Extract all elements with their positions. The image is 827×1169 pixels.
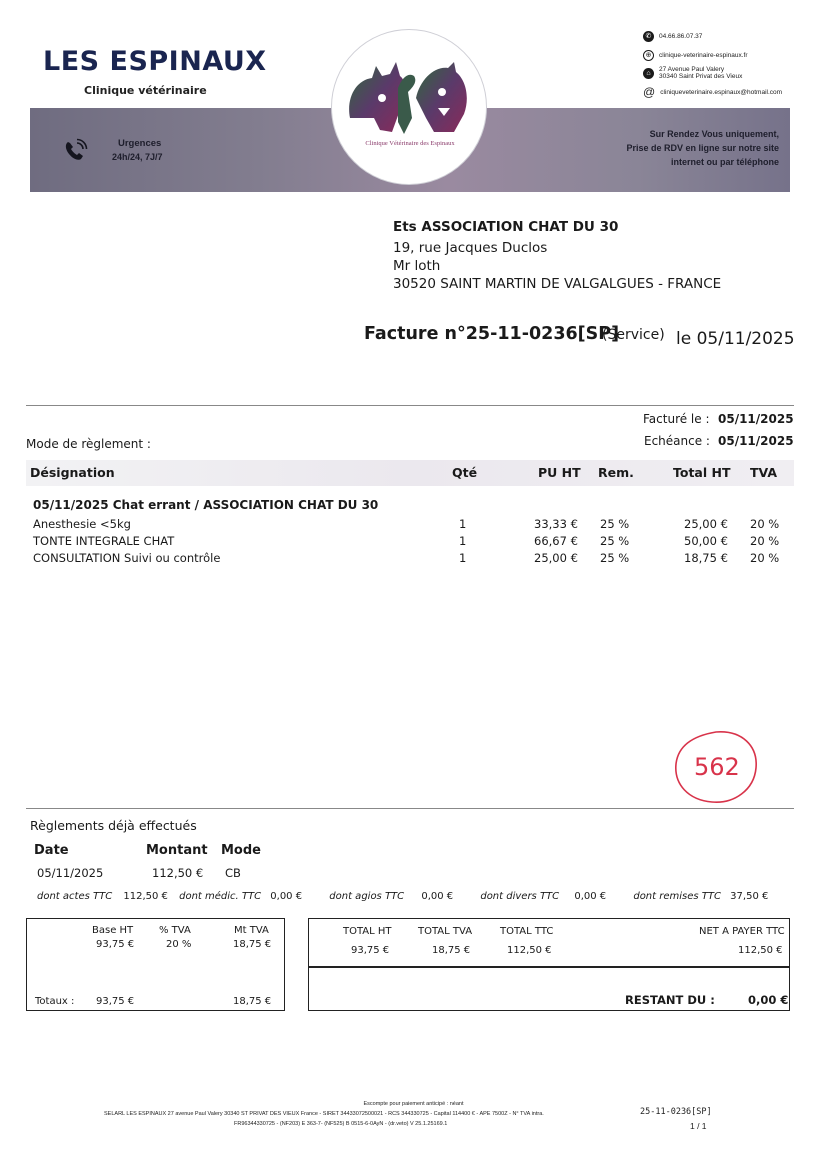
row-3-discount: 25 % (600, 551, 630, 565)
vat-base: 93,75 € (96, 939, 135, 950)
divider-bottom (26, 808, 794, 809)
invoice-type: (Service) (602, 327, 665, 343)
payments-col-amount: Montant (146, 843, 208, 858)
col-designation: Désignation (30, 465, 115, 480)
payment-mode: CB (225, 866, 241, 880)
row-2-unit-price: 66,67 € (534, 534, 578, 548)
detail-agios-label: dont agios TTC (329, 891, 405, 902)
detail-divers-value: 0,00 € (574, 891, 607, 902)
phone-icon: ✆ (643, 31, 654, 42)
total-tva: 18,75 € (432, 945, 471, 956)
total-ttc-label: TOTAL TTC (500, 926, 554, 937)
urgences-hours: 24h/24, 7J/7 (112, 152, 163, 162)
detail-remises-label: dont remises TTC (633, 891, 721, 902)
detail-medic-label: dont médic. TTC (179, 891, 262, 902)
due-date: 05/11/2025 (718, 434, 794, 448)
row-3-total: 18,75 € (684, 551, 728, 565)
rdv-line-3: internet ou par téléphone (670, 157, 779, 167)
website-text: clinique-veterinaire-espinaux.fr (659, 52, 748, 59)
payment-amount: 112,50 € (152, 866, 204, 880)
rdv-line-2: Prise de RDV en ligne sur notre site (626, 143, 779, 153)
invoiced-label: Facturé le : (643, 412, 710, 426)
at-icon: @ (643, 85, 656, 99)
vat-totals-base: 93,75 € (96, 996, 135, 1007)
recipient-street: 19, rue Jacques Duclos (393, 240, 548, 256)
phone-text: 04.66.86.07.37 (659, 33, 703, 40)
row-1-qty: 1 (459, 517, 467, 531)
detail-remises-value: 37,50 € (730, 891, 769, 902)
restant-box (308, 966, 790, 1011)
net-label: NET A PAYER TTC (699, 926, 785, 937)
detail-actes-value: 112,50 € (123, 891, 168, 902)
col-total-ht: Total HT (673, 465, 731, 480)
total-ht-label: TOTAL HT (343, 926, 392, 937)
row-2-tva: 20 % (750, 534, 780, 548)
address-line-2: 30340 Saint Privat des Vieux (659, 73, 743, 80)
row-2-total: 50,00 € (684, 534, 728, 548)
due-label: Echéance : (644, 434, 710, 448)
recipient-name: Ets ASSOCIATION CHAT DU 30 (393, 219, 619, 235)
address-line-1: 27 Avenue Paul Valery (659, 66, 725, 73)
globe-icon: ⊕ (643, 50, 654, 61)
net-to-pay: 112,50 € (738, 945, 783, 956)
invoice-date: le 05/11/2025 (676, 329, 795, 349)
contact-email (643, 87, 782, 98)
row-1-discount: 25 % (600, 517, 630, 531)
rdv-line-1: Sur Rendez Vous uniquement, (649, 129, 779, 139)
rdv-notice (579, 127, 779, 169)
stamp-number: 562 (694, 753, 740, 781)
vat-col-rate: % TVA (159, 925, 191, 936)
invoiced-date: 05/11/2025 (718, 412, 794, 426)
logo-caption: Clinique Vétérinaire des Espinaux (365, 140, 455, 147)
phone-ringing-icon (62, 138, 88, 164)
payment-mode-label: Mode de règlement : (26, 437, 151, 451)
footer-legal-1: SELARL LES ESPINAUX 27 avenue Paul Valery 30340 ST PRIVAT DES VIEUX France - SIRET 34433072500021 - RCS 344330725 - Capital 114400 € - APE 7500Z - N° TVA intra. (104, 1111, 544, 1117)
detail-medic-value: 0,00 € (270, 891, 303, 902)
contact-address (643, 66, 742, 80)
recipient-contact: Mr loth (393, 258, 441, 274)
divider (26, 405, 794, 406)
vat-col-base: Base HT (92, 925, 134, 936)
col-discount: Rem. (598, 465, 634, 480)
total-ht: 93,75 € (351, 945, 390, 956)
recipient-city: 30520 SAINT MARTIN DE VALGALGUES - FRANCE (393, 276, 722, 292)
vat-totals-label: Totaux : (35, 996, 75, 1007)
payments-col-mode: Mode (221, 843, 261, 858)
clinic-logo (331, 29, 487, 185)
row-3-designation: CONSULTATION Suivi ou contrôle (33, 551, 221, 565)
total-tva-label: TOTAL TVA (418, 926, 473, 937)
row-3-tva: 20 % (750, 551, 780, 565)
row-1-tva: 20 % (750, 517, 780, 531)
row-3-unit-price: 25,00 € (534, 551, 578, 565)
detail-divers-label: dont divers TTC (480, 891, 560, 902)
location-icon: ⌂ (643, 68, 654, 79)
row-2-designation: TONTE INTEGRALE CHAT (33, 534, 175, 548)
detail-agios-value: 0,00 € (421, 891, 454, 902)
detail-actes-label: dont actes TTC (37, 891, 113, 902)
row-3-qty: 1 (459, 551, 467, 565)
col-unit-price: PU HT (538, 465, 581, 480)
payment-details (37, 891, 772, 902)
row-1-unit-price: 33,33 € (534, 517, 578, 531)
vat-amount: 18,75 € (233, 939, 272, 950)
payment-date: 05/11/2025 (37, 866, 104, 880)
clinic-subtitle: Clinique vétérinaire (84, 84, 207, 97)
handwritten-stamp (672, 728, 760, 806)
invoice-title: Facture n°25-11-0236[SP] (364, 324, 620, 344)
footer-discount: Escompte pour paiement anticipé : néant (363, 1101, 464, 1107)
animals-logo-icon (342, 58, 478, 140)
email-text: cliniqueveterinaire.espinaux@hotmail.com (660, 89, 783, 96)
row-2-qty: 1 (459, 534, 467, 548)
col-qty: Qté (452, 465, 478, 480)
footer-invoice-ref: 25-11-0236[SP] (640, 1107, 712, 1117)
urgences-title: Urgences (118, 138, 162, 149)
row-2-discount: 25 % (600, 534, 630, 548)
vat-col-amount: Mt TVA (234, 925, 269, 936)
payments-title: Règlements déjà effectués (30, 818, 197, 833)
col-tva: TVA (750, 465, 778, 480)
row-1-designation: Anesthesie <5kg (33, 517, 131, 531)
restant-value: 0,00 € (748, 993, 789, 1007)
row-1-total: 25,00 € (684, 517, 728, 531)
clinic-name: LES ESPINAUX (43, 46, 267, 77)
vat-totals-amount: 18,75 € (233, 996, 272, 1007)
vat-rate: 20 % (166, 939, 192, 950)
contact-website (643, 50, 748, 61)
footer-legal-2: FR96344330725 - (NF203) E 363-7- (NF525) B 0515-6-0AyN - (dr.veto) V 25.1.25169.1 (234, 1121, 448, 1127)
page-number: 1 / 1 (690, 1121, 707, 1131)
restant-label: RESTANT DU : (625, 993, 715, 1007)
total-ttc: 112,50 € (507, 945, 552, 956)
payments-col-date: Date (34, 843, 69, 858)
contact-phone (643, 31, 702, 42)
group-title: 05/11/2025 Chat errant / ASSOCIATION CHAT DU 30 (33, 498, 379, 512)
